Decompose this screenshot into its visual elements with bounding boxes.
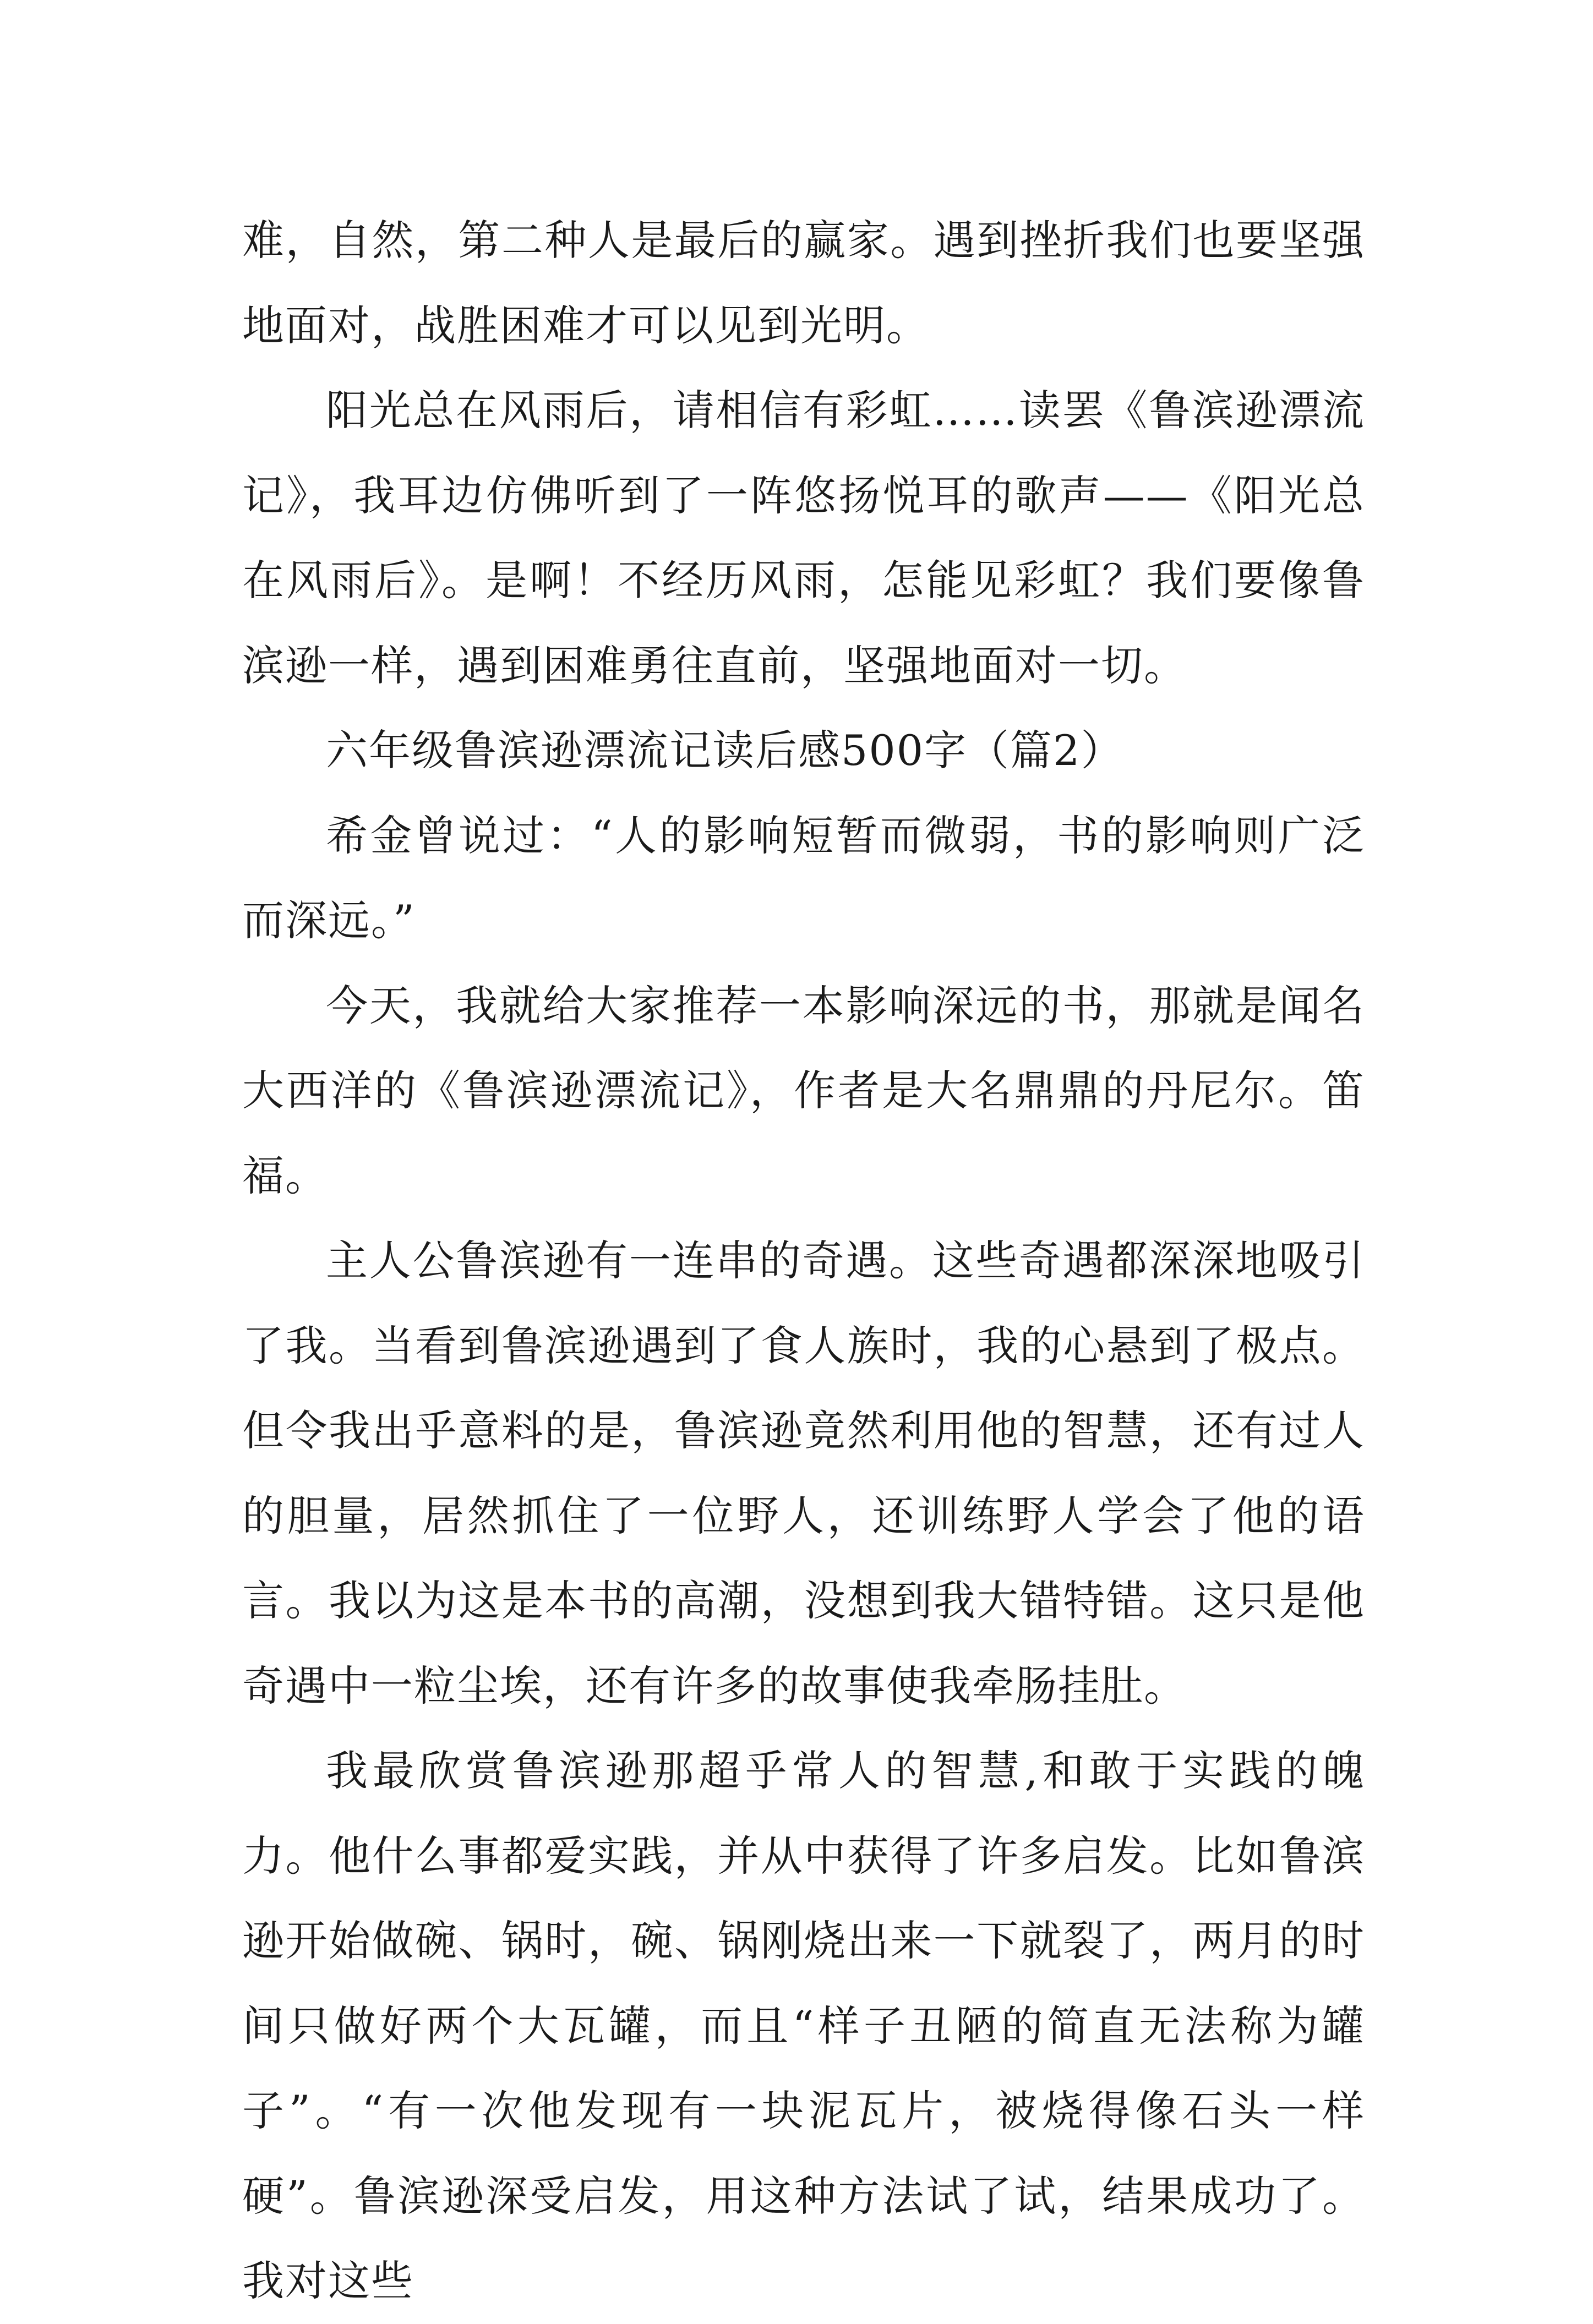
paragraph-adventures: 主人公鲁滨逊有一连串的奇遇。这些奇遇都深深地吸引了我。当看到鲁滨逊遇到了食人族时，我的心悬到了极点。但令我出乎意料的是，鲁滨逊竟然利用他的智慧，还有过人的胆量，居然抓住了一位野人，还训练野人学会了他的语言。我以为这是本书的高潮，没想到我大错特错。这只是他奇遇中一粒尘埃，还有许多的故事使我牵肠挂肚。 — [242, 1236, 1365, 1710]
paragraph-quote: 希金曾说过：“人的影响短暂而微弱，书的影响则广泛而深远。” — [242, 811, 1365, 945]
paragraph-sunshine: 阳光总在风雨后，请相信有彩虹……读罢《鲁滨逊漂流记》，我耳边仿佛听到了一阵悠扬悦耳的歌声——《阳光总在风雨后》。是啊！不经历风雨，怎能见彩虹？我们要像鲁滨逊一样，遇到困难勇往直前，坚强地面对一切。 — [242, 386, 1365, 690]
paragraph-wisdom: 我最欣赏鲁滨逊那超乎常人的智慧,和敢于实践的魄力。他什么事都爱实践，并从中获得了许多启发。比如鲁滨逊开始做碗、锅时，碗、锅刚烧出来一下就裂了，两月的时间只做好两个大瓦罐，而且“样子丑陋的简直无法称为罐子”。“有一次他发现有一块泥瓦片，被烧得像石头一样硬”。鲁滨逊深受启发，用这种方法试了试，结果成功了。我对这些 — [242, 1746, 1365, 2305]
section-heading: 六年级鲁滨逊漂流记读后感500字（篇2） — [326, 726, 1124, 775]
paragraph-recommendation: 今天，我就给大家推荐一本影响深远的书，那就是闻名大西洋的《鲁滨逊漂流记》，作者是大名鼎鼎的丹尼尔。笛福。 — [242, 981, 1365, 1200]
paragraph-continuation: 难，自然，第二种人是最后的赢家。遇到挫折我们也要坚强地面对，战胜困难才可以见到光明。 — [242, 216, 1365, 350]
document-body — [242, 198, 1365, 2324]
